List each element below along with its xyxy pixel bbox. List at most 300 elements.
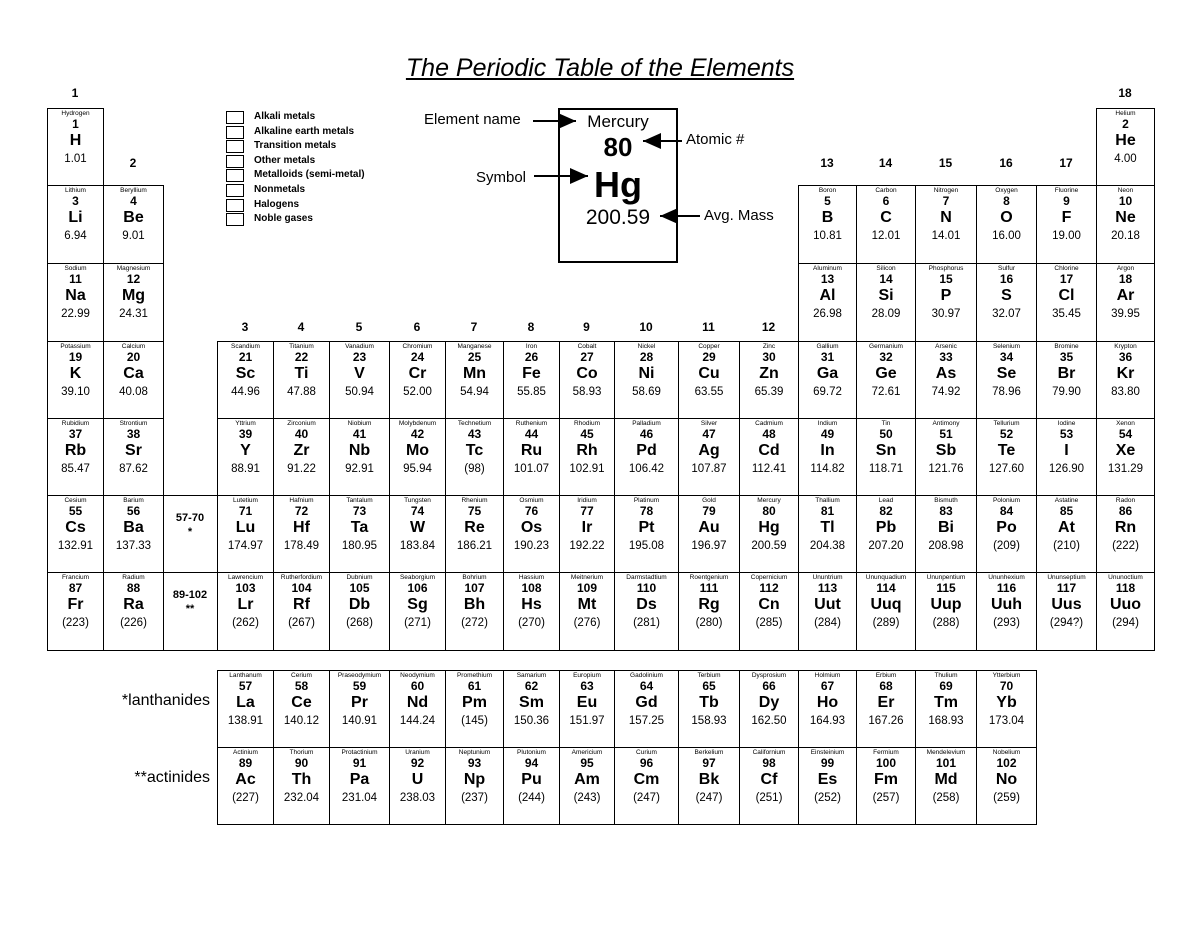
atomic-number: 19 <box>68 350 83 364</box>
element-name: Uranium <box>405 749 430 756</box>
element-symbol: Md <box>934 771 958 788</box>
element-cell <box>976 185 1037 264</box>
element-name: Silver <box>700 420 718 427</box>
element-cell <box>217 670 274 748</box>
element-symbol: Sc <box>235 365 256 382</box>
atomic-number: 40 <box>294 427 309 441</box>
element-symbol: Cf <box>760 771 778 788</box>
atomic-mass: 83.80 <box>1111 386 1140 398</box>
element-cell <box>915 263 977 342</box>
atomic-number: 64 <box>639 679 654 693</box>
atomic-number: 85 <box>1059 504 1074 518</box>
atomic-number: 26 <box>524 350 539 364</box>
atomic-number: 42 <box>410 427 425 441</box>
element-name: Tungsten <box>404 497 431 504</box>
legend-label: Other metals <box>254 154 316 166</box>
atomic-number: 86 <box>1118 504 1133 518</box>
element-symbol: In <box>820 442 835 459</box>
atomic-number: 68 <box>879 679 893 693</box>
element-symbol: Bk <box>698 771 720 788</box>
atomic-mass: 231.04 <box>341 792 378 804</box>
atomic-mass: 52.00 <box>403 386 432 398</box>
atomic-mass: (294) <box>1112 617 1139 629</box>
element-symbol: Nd <box>406 694 429 711</box>
element-name: Argon <box>1116 265 1135 272</box>
element-symbol: Hs <box>521 596 542 613</box>
element-symbol: Fm <box>874 771 898 788</box>
element-name: Ununtrium <box>812 574 843 581</box>
atomic-number: 4 <box>130 194 137 208</box>
element-cell <box>103 263 164 342</box>
atomic-number: 81 <box>820 504 835 518</box>
element-symbol: Ti <box>294 365 309 382</box>
atomic-mass: 79.90 <box>1052 386 1081 398</box>
element-name: Yttrium <box>235 420 256 427</box>
element-symbol: Y <box>240 442 251 459</box>
element-name: Roentgenium <box>689 574 729 581</box>
element-cell <box>614 747 679 825</box>
element-name: Actinium <box>233 749 258 756</box>
atomic-mass: (223) <box>62 617 89 629</box>
atomic-mass: 4.00 <box>1114 153 1137 165</box>
element-cell <box>739 572 799 651</box>
lanthanide-ref-mark: * <box>187 526 193 538</box>
element-name: Polonium <box>992 497 1021 504</box>
element-symbol: Pr <box>351 694 368 711</box>
element-name: Cesium <box>64 497 87 504</box>
element-name: Aluminum <box>813 265 842 272</box>
atomic-mass: 118.71 <box>868 463 904 475</box>
atomic-number: 116 <box>996 581 1017 595</box>
element-symbol: Co <box>576 365 598 382</box>
element-name: Potassium <box>60 343 91 350</box>
element-cell <box>678 418 740 496</box>
atomic-number: 98 <box>762 756 776 770</box>
element-symbol: O <box>1000 209 1013 226</box>
element-symbol: Sr <box>125 442 142 459</box>
element-name: Radon <box>1115 497 1136 504</box>
atomic-mass: (262) <box>232 617 259 629</box>
atomic-number: 41 <box>352 427 367 441</box>
element-cell <box>856 747 916 825</box>
element-symbol: Ra <box>123 596 144 613</box>
callout-atomic-number: Atomic # <box>686 131 745 148</box>
element-name: Fluorine <box>1054 187 1079 194</box>
atomic-mass: 140.91 <box>341 715 378 727</box>
element-name: Arsenic <box>935 343 957 350</box>
atomic-mass: (209) <box>993 540 1020 552</box>
element-symbol: Db <box>348 596 371 613</box>
element-cell <box>678 495 740 573</box>
element-name: Cerium <box>291 672 312 679</box>
atomic-number: 83 <box>939 504 953 518</box>
element-symbol: Po <box>996 519 1017 536</box>
atomic-mass: (289) <box>872 617 900 629</box>
element-name: Molybdenum <box>398 420 437 427</box>
atomic-mass: 180.95 <box>341 540 378 552</box>
element-name: Americium <box>571 749 603 756</box>
legend-label: Nonmetals <box>254 184 306 195</box>
atomic-mass: 112.41 <box>751 463 787 475</box>
atomic-mass: 24.31 <box>119 308 148 320</box>
element-name: Silicon <box>876 265 896 272</box>
atomic-mass: (257) <box>872 792 900 804</box>
element-symbol: Er <box>877 694 895 711</box>
element-symbol: Th <box>291 771 312 788</box>
element-name: Bismuth <box>934 497 958 504</box>
atomic-mass: 101.07 <box>513 463 550 475</box>
element-name: Calcium <box>121 343 146 350</box>
element-symbol: He <box>1115 132 1136 149</box>
element-name: Dubnium <box>346 574 373 581</box>
element-cell <box>559 670 615 748</box>
atomic-number: 71 <box>238 504 253 518</box>
element-symbol: Mt <box>577 596 597 613</box>
element-symbol: Rf <box>293 596 310 613</box>
key-symbol: Hg <box>594 164 642 205</box>
callout-symbol: Symbol <box>476 169 527 186</box>
element-symbol: Eu <box>576 694 598 711</box>
group-label: 10 <box>639 320 653 334</box>
element-cell <box>389 495 446 573</box>
element-cell <box>103 572 164 651</box>
atomic-number: 14 <box>879 272 893 286</box>
element-symbol: Sg <box>407 596 428 613</box>
atomic-number: 110 <box>636 581 657 595</box>
element-cell <box>1096 263 1155 342</box>
atomic-mass: 238.03 <box>399 792 436 804</box>
atomic-number: 114 <box>876 581 896 595</box>
atomic-mass: 16.00 <box>992 230 1021 242</box>
atomic-mass: (288) <box>932 617 960 629</box>
group-label: 6 <box>413 320 421 334</box>
legend-label: Transition metals <box>254 140 337 152</box>
element-symbol: W <box>409 519 426 536</box>
element-name: Darmstadtium <box>626 574 667 581</box>
atomic-mass: 127.60 <box>988 463 1025 475</box>
element-name: Ununhexium <box>988 574 1025 581</box>
element-symbol: Si <box>878 287 894 304</box>
element-cell <box>1096 418 1155 496</box>
atomic-number: 104 <box>291 581 312 595</box>
atomic-number: 10 <box>1118 194 1133 208</box>
element-name: Phosphorus <box>928 265 964 272</box>
atomic-mass: 195.08 <box>628 540 665 552</box>
atomic-mass: (276) <box>573 617 601 629</box>
element-cell <box>739 670 799 748</box>
atomic-number: 18 <box>1118 272 1133 286</box>
element-cell <box>976 572 1037 651</box>
atomic-number: 108 <box>521 581 542 595</box>
element-symbol: Bh <box>463 596 486 613</box>
element-cell <box>47 341 104 419</box>
element-name: Europium <box>573 672 601 679</box>
element-cell <box>103 495 164 573</box>
callout-element-name: Element name <box>424 111 521 128</box>
element-cell <box>976 670 1037 748</box>
atomic-mass: (98) <box>464 463 485 475</box>
element-cell <box>503 670 560 748</box>
element-cell <box>915 747 977 825</box>
element-symbol: Sn <box>875 442 897 459</box>
element-symbol: No <box>995 771 1018 788</box>
element-name: Iodine <box>1057 420 1076 427</box>
atomic-mass: 50.94 <box>345 386 374 398</box>
element-name: Osmium <box>519 497 544 504</box>
element-symbol: Uus <box>1051 596 1082 613</box>
element-cell <box>976 495 1037 573</box>
element-cell <box>47 263 104 342</box>
element-cell <box>503 747 560 825</box>
element-name: Indium <box>817 420 838 427</box>
atomic-mass: 35.45 <box>1052 308 1081 320</box>
atomic-mass: (259) <box>993 792 1020 804</box>
element-cell <box>445 747 504 825</box>
atomic-mass: 69.72 <box>813 386 842 398</box>
element-symbol: At <box>1058 519 1075 536</box>
page-title: The Periodic Table of the Elements <box>405 54 795 82</box>
actinides-label: **actinides <box>134 769 210 786</box>
atomic-mass: 132.91 <box>57 540 94 552</box>
atomic-mass: 204.38 <box>809 540 846 552</box>
atomic-mass: (285) <box>755 617 783 629</box>
atomic-mass: 138.91 <box>227 715 264 727</box>
element-symbol: U <box>411 771 424 788</box>
element-cell <box>678 341 740 419</box>
element-name: Praseodymium <box>337 672 382 679</box>
element-name: Iridium <box>577 497 597 504</box>
element-cell <box>1036 495 1097 573</box>
element-cell <box>678 572 740 651</box>
element-cell <box>798 495 857 573</box>
atomic-number: 1 <box>72 117 79 131</box>
element-name: Chromium <box>402 343 433 350</box>
element-cell <box>614 670 679 748</box>
element-symbol: Uut <box>814 596 841 613</box>
element-symbol: Pb <box>875 519 897 536</box>
atomic-number: 55 <box>68 504 83 518</box>
atomic-mass: 186.21 <box>456 540 493 552</box>
element-cell <box>1036 263 1097 342</box>
atomic-mass: (294?) <box>1049 617 1084 629</box>
element-symbol: Mn <box>462 365 487 382</box>
atomic-number: 79 <box>702 504 716 518</box>
atomic-number: 57 <box>238 679 253 693</box>
element-name: Lawrencium <box>227 574 264 581</box>
atomic-mass: 20.18 <box>1111 230 1140 242</box>
atomic-number: 69 <box>939 679 953 693</box>
lanthanides-label: *lanthanides <box>121 692 210 709</box>
element-cell <box>273 418 330 496</box>
atomic-mass: 1.01 <box>64 153 87 165</box>
atomic-mass: 91.22 <box>287 463 316 475</box>
element-symbol: Sb <box>935 442 957 459</box>
element-name: Rubidium <box>61 420 90 427</box>
group-label: 8 <box>527 320 535 334</box>
legend-label: Metalloids (semi-metal) <box>254 169 365 181</box>
atomic-mass: (210) <box>1053 540 1080 552</box>
atomic-mass: (281) <box>633 617 660 629</box>
atomic-mass: 65.39 <box>754 386 784 398</box>
element-cell <box>217 341 274 419</box>
element-name: Neptunium <box>458 749 491 756</box>
element-cell <box>614 418 679 496</box>
element-name: Ununseptium <box>1047 574 1086 581</box>
group-label: 15 <box>938 156 953 170</box>
atomic-number: 30 <box>762 350 776 364</box>
element-symbol: F <box>1061 209 1072 226</box>
element-name: Tin <box>881 420 891 427</box>
element-symbol: V <box>354 365 365 382</box>
atomic-number: 77 <box>580 504 594 518</box>
key-element-name: Mercury <box>587 112 649 131</box>
element-symbol: Am <box>574 771 600 788</box>
atomic-mass: 174.97 <box>227 540 264 552</box>
atomic-number: 106 <box>407 581 428 595</box>
element-symbol: Ge <box>875 365 897 382</box>
atomic-mass: 190.23 <box>513 540 550 552</box>
element-name: Astatine <box>1054 497 1079 504</box>
element-symbol: Lu <box>235 519 256 536</box>
atomic-mass: 208.98 <box>928 540 964 552</box>
element-name: Cobalt <box>577 343 597 350</box>
element-symbol: Ho <box>816 694 839 711</box>
atomic-mass: 74.92 <box>931 386 961 398</box>
element-symbol: Ba <box>123 519 144 536</box>
element-cell <box>217 418 274 496</box>
atomic-number: 6 <box>882 194 890 208</box>
group-label: 4 <box>297 320 305 334</box>
element-name: Ytterbium <box>992 672 1021 679</box>
element-name: Oxygen <box>995 187 1018 194</box>
element-symbol: Br <box>1057 365 1076 382</box>
element-cell <box>445 495 504 573</box>
atomic-number: 16 <box>999 272 1014 286</box>
atomic-mass: 12.01 <box>871 230 901 242</box>
atomic-mass: 102.91 <box>569 463 605 475</box>
key-atomic-number: 80 <box>603 132 633 162</box>
atomic-mass: 150.36 <box>513 715 550 727</box>
element-symbol: N <box>940 209 952 226</box>
atomic-number: 17 <box>1059 272 1074 286</box>
atomic-mass: 30.97 <box>931 308 961 320</box>
element-cell <box>798 185 857 264</box>
atomic-mass: 196.97 <box>691 540 727 552</box>
atomic-number: 84 <box>999 504 1014 518</box>
element-name: Mercury <box>757 497 781 504</box>
element-name: Fermium <box>873 749 899 756</box>
element-cell <box>273 495 330 573</box>
element-symbol: Ac <box>235 771 256 788</box>
element-cell <box>217 747 274 825</box>
atomic-mass: 39.95 <box>1111 308 1140 320</box>
atomic-number: 35 <box>1059 350 1074 364</box>
actinide-ref-range: 89-102 <box>172 589 208 601</box>
element-cell <box>678 670 740 748</box>
group-label: 3 <box>241 320 249 334</box>
element-symbol: Li <box>68 209 83 226</box>
atomic-number: 43 <box>467 427 482 441</box>
element-symbol: Cr <box>408 365 427 382</box>
element-cell <box>915 670 977 748</box>
atomic-mass: 126.90 <box>1048 463 1085 475</box>
atomic-number: 101 <box>935 756 957 770</box>
atomic-mass: 40.08 <box>119 386 148 398</box>
element-symbol: Sm <box>519 694 544 711</box>
atomic-number: 113 <box>817 581 838 595</box>
element-name: Promethium <box>456 672 493 679</box>
atomic-mass: 158.93 <box>691 715 727 727</box>
atomic-number: 102 <box>996 756 1017 770</box>
group-label: 16 <box>999 156 1013 170</box>
element-symbol: Ni <box>638 365 655 382</box>
series-ref-cell <box>163 572 218 651</box>
element-name: Barium <box>123 497 144 504</box>
element-name: Bohrium <box>462 574 487 581</box>
element-symbol: Tm <box>934 694 958 711</box>
atomic-number: 3 <box>72 194 79 208</box>
atomic-mass: 87.62 <box>119 463 148 475</box>
element-cell <box>559 572 615 651</box>
atomic-mass: (247) <box>633 792 660 804</box>
atomic-mass: (227) <box>232 792 259 804</box>
atomic-mass: 92.91 <box>345 463 374 475</box>
element-name: Niobium <box>347 420 372 427</box>
element-name: Ununoctium <box>1108 574 1143 581</box>
element-cell <box>329 341 390 419</box>
atomic-number: 53 <box>1059 427 1074 441</box>
atomic-number: 58 <box>294 679 309 693</box>
element-symbol: Cl <box>1058 287 1075 304</box>
atomic-mass: 200.59 <box>751 540 787 552</box>
atomic-number: 8 <box>1003 194 1010 208</box>
atomic-number: 89 <box>238 756 253 770</box>
element-symbol: Cm <box>633 771 660 788</box>
element-cell <box>798 670 857 748</box>
group-label: 9 <box>583 320 590 334</box>
element-cell <box>915 572 977 651</box>
group-label: 5 <box>355 320 363 334</box>
element-name: Carbon <box>875 187 897 194</box>
element-symbol: P <box>940 287 952 304</box>
atomic-number: 118 <box>1115 581 1136 595</box>
element-name: Radium <box>122 574 145 581</box>
atomic-mass: (252) <box>814 792 841 804</box>
legend-label: Alkali metals <box>254 111 316 122</box>
element-cell <box>273 341 330 419</box>
atomic-number: 11 <box>69 272 82 286</box>
atomic-mass: 140.12 <box>283 715 320 727</box>
atomic-number: 38 <box>126 427 141 441</box>
element-name: Californium <box>752 749 786 756</box>
element-cell <box>614 572 679 651</box>
element-symbol: Na <box>65 287 86 304</box>
element-cell <box>915 341 977 419</box>
atomic-number: 24 <box>410 350 425 364</box>
element-name: Technetium <box>457 420 492 427</box>
element-symbol: Ta <box>350 519 369 536</box>
element-name: Lutetium <box>233 497 258 504</box>
atomic-mass: 19.00 <box>1052 230 1081 242</box>
element-symbol: Re <box>464 519 485 536</box>
element-symbol: Nb <box>348 442 371 459</box>
element-cell <box>798 341 857 419</box>
element-symbol: Ru <box>520 442 543 459</box>
element-symbol: Ga <box>816 365 839 382</box>
element-cell <box>559 495 615 573</box>
legend-label: Noble gases <box>254 213 313 225</box>
element-name: Sulfur <box>998 265 1015 272</box>
